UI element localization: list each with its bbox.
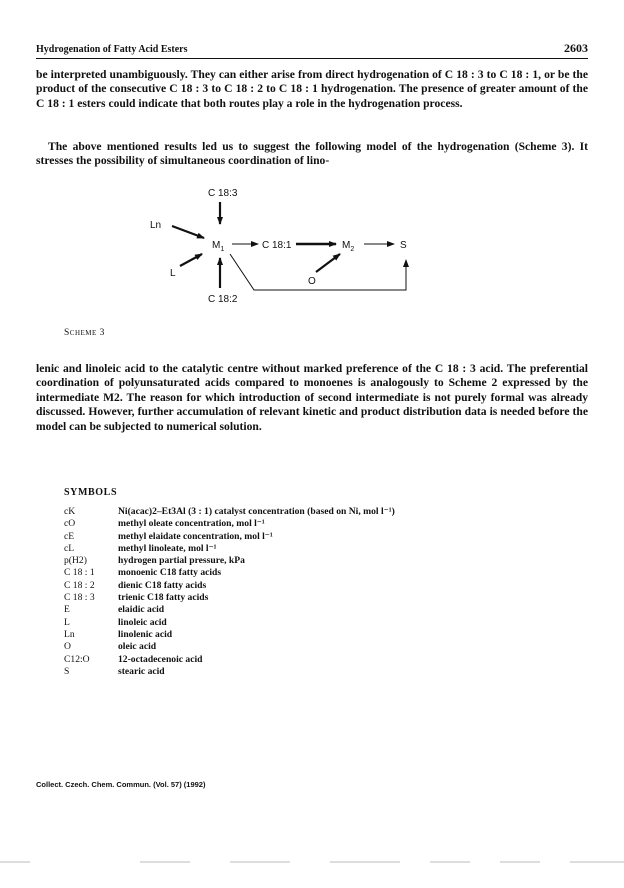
scheme-c181-label: C 18:1 bbox=[262, 240, 292, 251]
symbol-row bbox=[64, 604, 395, 616]
scheme-c183-label: C 18:3 bbox=[208, 188, 238, 199]
symbol-row bbox=[64, 543, 395, 555]
symbol-row bbox=[64, 654, 395, 666]
symbol-definition: methyl elaidate concentration, mol l⁻¹ bbox=[118, 530, 273, 542]
symbol-term: E bbox=[64, 604, 70, 616]
symbol-row bbox=[64, 641, 395, 653]
symbol-definition: linoleic acid bbox=[118, 616, 167, 628]
scheme-s-label: S bbox=[400, 240, 407, 251]
scan-edge-marks bbox=[0, 860, 624, 864]
scheme-3-diagram bbox=[140, 186, 460, 316]
symbol-term: C 18 : 2 bbox=[64, 579, 95, 591]
running-title: Hydrogenation of Fatty Acid Esters bbox=[36, 44, 188, 55]
symbol-term: L bbox=[64, 616, 70, 628]
symbol-definition: stearic acid bbox=[118, 665, 165, 677]
symbol-term: C 18 : 1 bbox=[64, 567, 95, 579]
scheme-m2-label: $M_2$ bbox=[342, 240, 355, 253]
scheme-l-label: L bbox=[170, 268, 176, 279]
symbol-row bbox=[64, 629, 395, 641]
symbol-definition: methyl linoleate, mol l⁻¹ bbox=[118, 542, 217, 554]
symbol-row bbox=[64, 555, 395, 567]
symbol-term: cL bbox=[64, 542, 75, 554]
symbol-term: C12:O bbox=[64, 653, 90, 665]
page-number: 2603 bbox=[564, 41, 588, 55]
scheme-ln-label: Ln bbox=[150, 220, 162, 231]
body-paragraph-1: be interpreted unambiguously. They can either arise from direct hydrogenation of C 18 : 3 to C 18 : 1, or be the product of the consecutive C 18 : 3 to C 18 : 2 to C 18 : 1 hydrogenation. The presence of greater amount of the C 18 : 1 esters could indicate that both routes play a role in the hydrogenation process. bbox=[36, 68, 588, 110]
symbol-term: Ln bbox=[64, 628, 75, 640]
symbols-list bbox=[64, 506, 395, 678]
symbol-definition: monoenic C18 fatty acids bbox=[118, 567, 222, 579]
symbol-definition: methyl oleate concentration, mol l⁻¹ bbox=[118, 518, 265, 530]
symbol-row bbox=[64, 531, 395, 543]
scheme-m1-label: $M_1$ bbox=[212, 240, 225, 253]
symbol-definition: Ni(acac)2–Et3Al (3 : 1) catalyst concentration (based on Ni, mol l⁻¹) bbox=[118, 506, 395, 517]
symbol-term: cE bbox=[64, 530, 75, 542]
body-paragraph-2: The above mentioned results led us to suggest the following model of the hydrogenation (Scheme 3). It stresses the possibility of simultaneous coordination of lino- bbox=[36, 140, 588, 168]
symbol-term: S bbox=[64, 665, 70, 677]
symbol-definition: dienic C18 fatty acids bbox=[118, 579, 207, 591]
symbol-term: p(H2) bbox=[64, 555, 87, 567]
symbol-row bbox=[64, 567, 395, 579]
scheme-o-label: O bbox=[308, 276, 316, 287]
running-header bbox=[36, 40, 588, 59]
scheme-caption: Scheme 3 bbox=[64, 328, 105, 338]
symbols-heading: SYMBOLS bbox=[64, 487, 118, 498]
symbol-row bbox=[64, 666, 395, 678]
symbol-row bbox=[64, 592, 395, 604]
symbol-row bbox=[64, 518, 395, 530]
symbol-row bbox=[64, 506, 395, 518]
symbol-row bbox=[64, 580, 395, 592]
symbol-definition: hydrogen partial pressure, kPa bbox=[118, 555, 245, 567]
journal-citation-footer: Collect. Czech. Chem. Commun. (Vol. 57) (1992) bbox=[36, 780, 206, 789]
arrow-o-to-m2 bbox=[316, 254, 340, 272]
symbol-term: O bbox=[64, 641, 71, 653]
arrow-m1-to-s-direct bbox=[230, 254, 406, 290]
symbol-term: C 18 : 3 bbox=[64, 592, 95, 604]
symbol-term: cO bbox=[64, 518, 76, 530]
symbol-definition: oleic acid bbox=[118, 641, 157, 653]
symbol-definition: trienic C18 fatty acids bbox=[118, 592, 209, 604]
arrow-l-to-m1 bbox=[180, 254, 202, 266]
symbol-definition: linolenic acid bbox=[118, 628, 173, 640]
symbol-definition: elaidic acid bbox=[118, 604, 165, 616]
symbol-row bbox=[64, 617, 395, 629]
arrow-ln-to-m1 bbox=[172, 226, 204, 238]
body-paragraph-3: lenic and linoleic acid to the catalytic centre without marked preference of the C 18 : 3 acid. The preferential coordination of polyunsaturated acids compared to monoenes is analogously to Scheme 2 expressed by the intermediate M2. The reason for which introduction of second intermediate is not purely formal was already discussed. However, further accumulation of relevant kinetic and product distribution data is needed before the model can be subjected to numerical solution. bbox=[36, 362, 588, 433]
symbol-term: cK bbox=[64, 506, 76, 517]
symbol-definition: 12-octadecenoic acid bbox=[118, 653, 203, 665]
scheme-c182-label: C 18:2 bbox=[208, 294, 238, 305]
